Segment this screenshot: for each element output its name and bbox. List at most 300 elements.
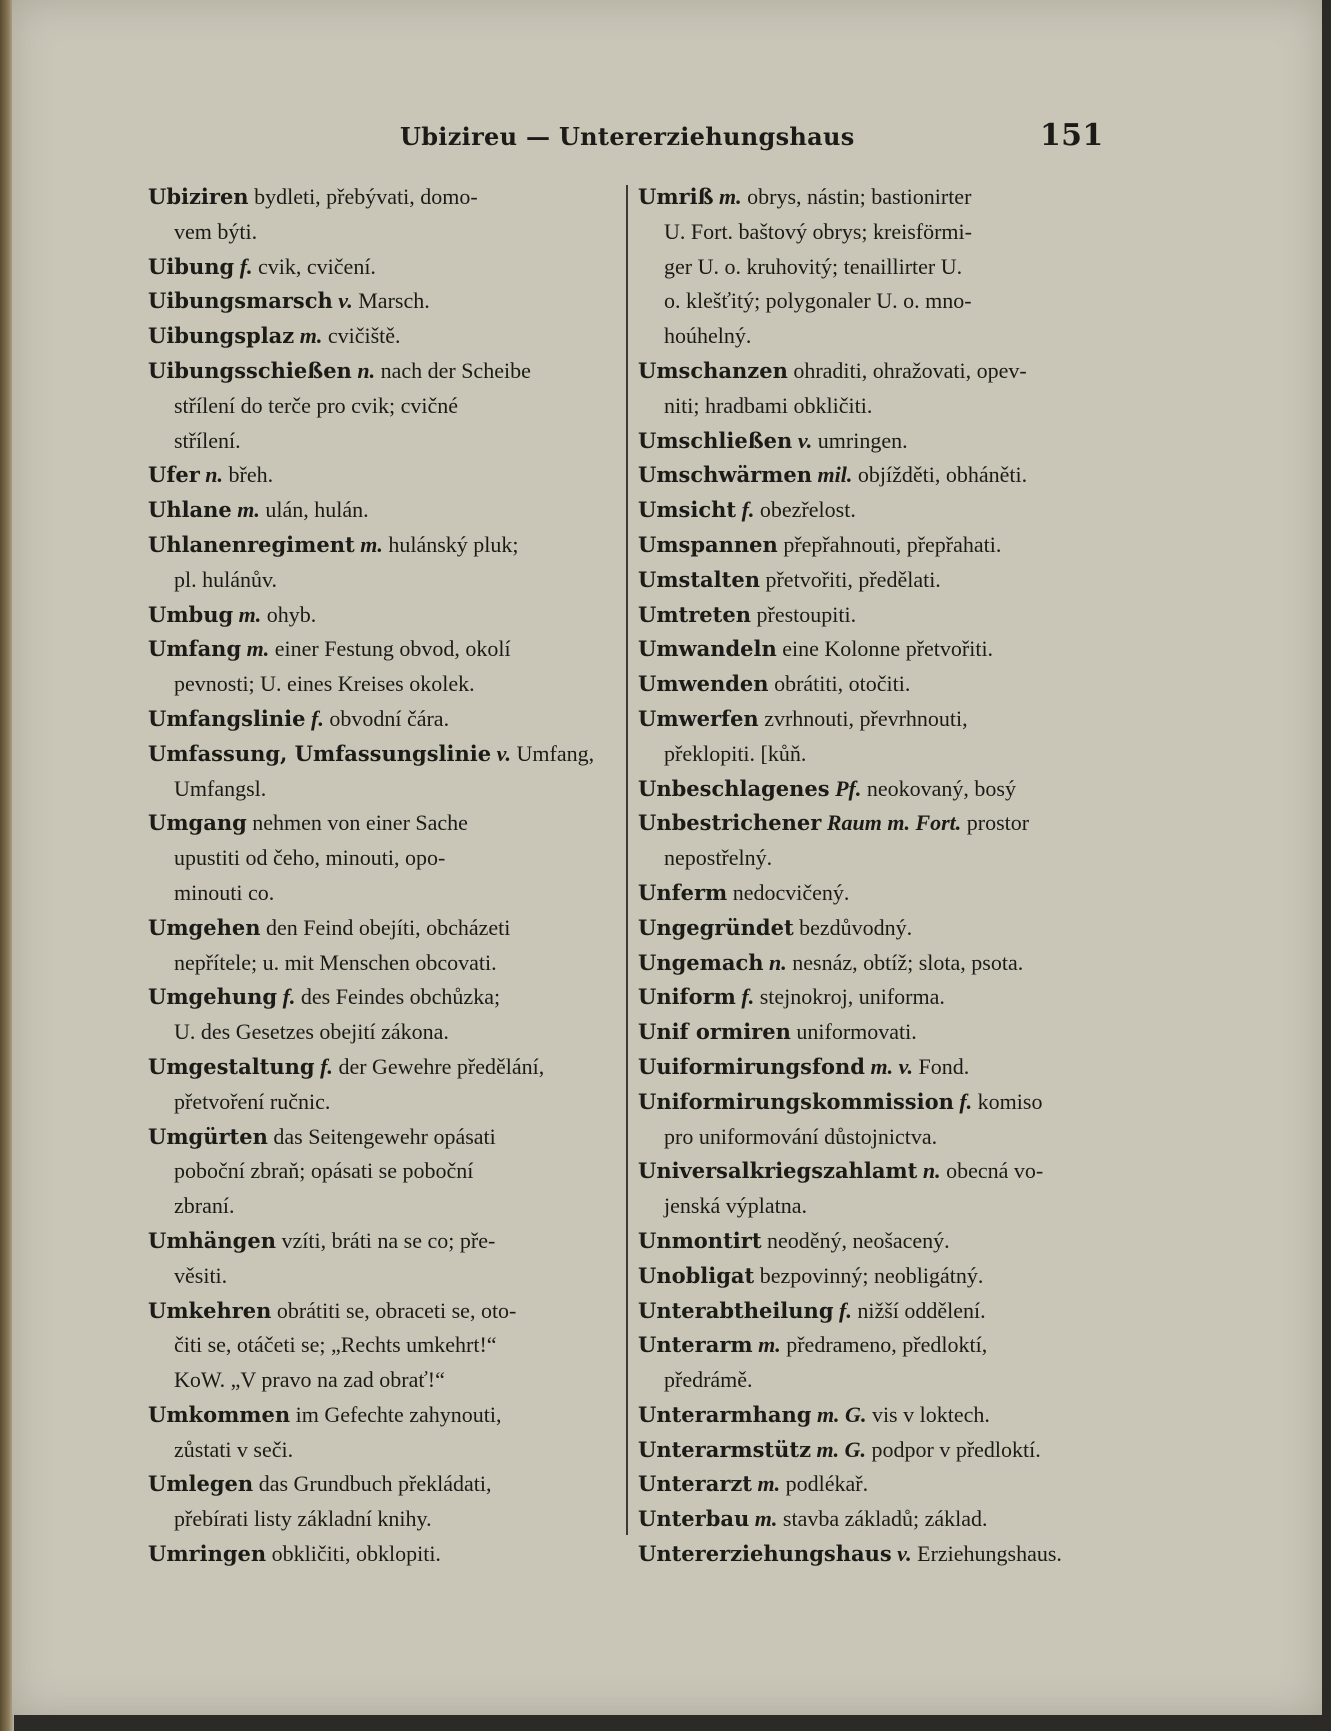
definition-text: das Seitengewehr opásati <box>273 1123 496 1149</box>
definition-text: nedocvičený. <box>732 879 850 905</box>
entry-first-line <box>638 667 1103 702</box>
grammar-tag: m. <box>754 1506 778 1532</box>
grammar-tag: f. <box>239 253 253 279</box>
definition-text: ger U. o. kruhovitý; tenaillirter U. <box>664 253 963 279</box>
grammar-tag: n. <box>357 357 376 383</box>
definition-text: přestoupiti. <box>756 601 857 627</box>
dictionary-entry <box>148 354 616 458</box>
entry-first-line <box>148 528 616 563</box>
definition-text: pevnosti; U. eines Kreises okolek. <box>174 671 475 697</box>
dictionary-entry <box>638 528 1103 563</box>
definition-text: přepřahnouti, přepřahati. <box>783 531 1002 557</box>
definition-text: vis v loktech. <box>871 1401 990 1427</box>
dictionary-entry <box>638 1467 1103 1502</box>
definition-text: věsiti. <box>174 1262 228 1288</box>
grammar-tag: v. <box>897 1541 912 1567</box>
entry-continuation-line <box>148 1433 616 1468</box>
entry-first-line <box>148 458 616 493</box>
dictionary-entry <box>638 1050 1103 1085</box>
entry-first-line <box>148 737 616 772</box>
entry-first-line <box>638 563 1103 598</box>
entry-continuation-line <box>638 1363 1103 1398</box>
dictionary-entry <box>638 876 1103 911</box>
entry-first-line <box>148 493 616 528</box>
entry-first-line <box>148 598 616 633</box>
entry-continuation-line <box>148 1259 616 1294</box>
headword: Umfassung, Umfassungslinie <box>148 740 492 766</box>
definition-text: niti; hradbami obkličiti. <box>664 392 873 418</box>
headword: Ubiziren <box>148 184 249 209</box>
definition-text: nehmen von einer Sache <box>252 810 468 836</box>
headword: Unterarzt <box>638 1471 753 1497</box>
definition-text: bezdůvodný. <box>799 914 913 940</box>
grammar-tag: v. <box>338 288 353 314</box>
dictionary-entry <box>638 1433 1103 1468</box>
definition-text: U. Fort. baštový obrys; kreisförmi- <box>664 218 972 244</box>
definition-text: Erziehungshaus. <box>917 1541 1062 1567</box>
grammar-tag: m. <box>238 601 262 627</box>
dictionary-entry <box>148 1467 616 1537</box>
entry-first-line <box>638 806 1103 841</box>
headword: Umringen <box>148 1541 267 1567</box>
definition-text: nižší oddělení. <box>857 1297 986 1323</box>
headword: Unobligat <box>638 1262 755 1288</box>
headword: Umschließen <box>638 427 793 453</box>
entry-first-line <box>148 1398 616 1433</box>
headword: Uniform <box>638 984 736 1010</box>
definition-text: obvodní čára. <box>329 705 450 731</box>
headword: Unbeschlagenes <box>638 775 830 801</box>
headword: Umgang <box>148 810 247 836</box>
grammar-tag: m. <box>719 184 742 209</box>
definition-text: cvičiště. <box>327 323 401 349</box>
definition-text: přebírati listy základní knihy. <box>174 1506 432 1532</box>
definition-text: překlopiti. [kůň. <box>664 740 807 766</box>
definition-text: předrámě. <box>664 1367 753 1393</box>
definition-text: obecná vo- <box>946 1158 1044 1184</box>
definition-text: Umfangsl. <box>174 775 267 801</box>
definition-text: ohraditi, ohražovati, opev- <box>793 357 1027 383</box>
entry-continuation-line <box>148 563 616 598</box>
dictionary-entry <box>638 493 1103 528</box>
headword: Umgehung <box>148 984 278 1010</box>
entry-first-line <box>148 632 616 667</box>
definition-text: Umfang, <box>516 740 595 766</box>
entry-first-line <box>638 1537 1103 1572</box>
grammar-tag: m. G. <box>816 1401 867 1427</box>
dictionary-entry <box>148 806 616 910</box>
entry-continuation-line <box>638 215 1103 250</box>
grammar-tag: m. <box>237 497 260 523</box>
dictionary-entry <box>148 911 616 981</box>
headword: Unmontirt <box>638 1227 762 1253</box>
definition-text: stejnokroj, uniforma. <box>759 984 945 1010</box>
dictionary-entry <box>638 1259 1103 1294</box>
definition-text: den Feind obejíti, obcházeti <box>265 914 511 940</box>
entry-continuation-line <box>638 1189 1103 1224</box>
definition-text: neokovaný, bosý <box>866 775 1016 801</box>
definition-text: obrys, nástin; bastionirter <box>747 184 972 209</box>
entry-first-line <box>148 1120 616 1155</box>
grammar-tag: f. <box>741 497 755 523</box>
entry-continuation-line <box>638 250 1103 285</box>
headword: Umwandeln <box>638 636 777 662</box>
definition-text: vzíti, bráti na se co; pře- <box>281 1227 496 1253</box>
grammar-tag: f. <box>741 984 755 1010</box>
definition-text: nach der Scheibe <box>380 357 531 383</box>
grammar-tag: Pf. <box>835 775 862 801</box>
headword: Uibungsschießen <box>148 357 352 383</box>
entry-first-line <box>638 458 1103 493</box>
entry-continuation-line <box>148 1154 616 1189</box>
definition-text: nesnáz, obtíž; slota, psota. <box>792 949 1024 975</box>
headword: Umkommen <box>148 1401 291 1427</box>
dictionary-entry <box>638 354 1103 424</box>
definition-text: einer Festung obvod, okolí <box>274 636 511 662</box>
headword: Umfang <box>148 636 242 662</box>
definition-text: im Gefechte zahynouti, <box>295 1401 502 1427</box>
definition-text: zbraní. <box>174 1193 235 1219</box>
entry-continuation-line <box>148 1085 616 1120</box>
entry-first-line <box>148 1537 616 1572</box>
entry-continuation-line <box>148 1328 616 1363</box>
dictionary-entry <box>148 1224 616 1294</box>
dictionary-entry <box>638 1294 1103 1329</box>
definition-text: vem býti. <box>174 218 258 244</box>
dictionary-entry <box>638 1537 1103 1572</box>
entry-first-line <box>638 493 1103 528</box>
grammar-tag: m. G. <box>816 1436 867 1462</box>
grammar-tag: f. <box>320 1053 333 1079</box>
headword: Uhlanenregiment <box>148 531 355 557</box>
definition-text: bezpovinný; neobligátný. <box>759 1262 984 1288</box>
grammar-tag: mil. <box>817 462 853 488</box>
entry-continuation-line <box>148 946 616 981</box>
definition-text: upustiti od čeho, minouti, opo- <box>174 845 446 871</box>
dictionary-entry <box>638 424 1103 459</box>
headword: Uhlane <box>148 497 232 523</box>
headword: Umschanzen <box>638 357 788 383</box>
definition-text: U. des Gesetzes obejití zákona. <box>174 1019 449 1045</box>
entry-first-line <box>638 1398 1103 1433</box>
headword: Umkehren <box>148 1297 272 1323</box>
grammar-tag: n. <box>922 1158 941 1184</box>
definition-text: umringen. <box>817 427 908 453</box>
entry-continuation-line <box>638 1120 1103 1155</box>
headword: Umtreten <box>638 601 751 627</box>
entry-continuation-line <box>148 1363 616 1398</box>
headword: Uniformirungskommission <box>638 1088 954 1114</box>
entry-first-line <box>148 1050 616 1085</box>
entry-continuation-line <box>148 841 616 876</box>
entry-first-line <box>638 772 1103 807</box>
running-title: Ubizireu — Untererziehungshaus <box>400 122 855 151</box>
definition-text: jenská výplatna. <box>664 1193 807 1219</box>
headword: Uibungsmarsch <box>148 288 333 314</box>
entry-first-line <box>638 354 1103 389</box>
dictionary-entry <box>148 1537 616 1572</box>
grammar-tag: v. <box>797 427 813 453</box>
headword: Ungemach <box>638 949 764 975</box>
dictionary-entry <box>148 632 616 702</box>
entry-first-line <box>638 598 1103 633</box>
headword: Umgürten <box>148 1123 268 1149</box>
dictionary-entry <box>638 458 1103 493</box>
entry-continuation-line <box>148 667 616 702</box>
definition-text: podlékař. <box>785 1471 869 1497</box>
entry-first-line <box>148 980 616 1015</box>
entry-continuation-line <box>148 1502 616 1537</box>
definition-text: zůstati v seči. <box>174 1436 294 1462</box>
dictionary-entry <box>148 1050 616 1120</box>
definition-text: obrátiti, otočiti. <box>774 671 911 697</box>
entry-first-line <box>148 911 616 946</box>
entry-first-line <box>638 1467 1103 1502</box>
dictionary-entry <box>638 1328 1103 1398</box>
entry-first-line <box>638 1154 1103 1189</box>
headword: Uuiformirungsfond <box>638 1053 865 1079</box>
definition-text: KoW. „V pravo na zad obrať!“ <box>174 1367 445 1393</box>
dictionary-entry <box>148 598 616 633</box>
headword: Umsicht <box>638 497 737 523</box>
definition-text: eine Kolonne přetvořiti. <box>782 636 994 662</box>
grammar-tag: m. <box>757 1471 781 1497</box>
grammar-tag: n. <box>205 462 224 488</box>
entry-first-line <box>148 1294 616 1329</box>
dictionary-entry <box>638 772 1103 807</box>
headword: Unterabtheilung <box>638 1297 834 1323</box>
entry-first-line <box>148 250 616 285</box>
entry-first-line <box>148 806 616 841</box>
headword: Umfangslinie <box>148 705 306 731</box>
dictionary-entry <box>148 1294 616 1398</box>
headword: Unferm <box>638 879 728 905</box>
definition-text: nepřítele; u. mit Menschen obcovati. <box>174 949 497 975</box>
definition-text: břeh. <box>228 462 274 488</box>
definition-text: obkličiti, obklopiti. <box>271 1541 441 1567</box>
headword: Umriß <box>638 184 714 209</box>
grammar-tag: m. <box>299 323 323 349</box>
headword: Unterarmstütz <box>638 1436 812 1462</box>
entry-continuation-line <box>638 841 1103 876</box>
dictionary-entry <box>638 1085 1103 1155</box>
headword: Umwerfen <box>638 705 759 731</box>
left-column <box>148 180 616 1572</box>
dictionary-entry <box>638 806 1103 876</box>
definition-text: Fond. <box>918 1053 970 1079</box>
definition-text: ohyb. <box>266 601 317 627</box>
dictionary-entry <box>638 180 1103 354</box>
definition-text: cvik, cvičení. <box>258 253 376 279</box>
entry-first-line <box>148 354 616 389</box>
dictionary-entry <box>638 702 1103 772</box>
dictionary-entry <box>148 319 616 354</box>
entry-continuation-line <box>638 319 1103 354</box>
entry-continuation-line <box>148 772 616 807</box>
entry-continuation-line <box>638 284 1103 319</box>
dictionary-entry <box>148 1398 616 1468</box>
dictionary-entry <box>148 737 616 807</box>
definition-text: přetvoření ručnic. <box>174 1088 331 1114</box>
entry-first-line <box>148 319 616 354</box>
entry-first-line <box>638 980 1103 1015</box>
dictionary-entry <box>638 598 1103 633</box>
headword: Ufer <box>148 462 200 488</box>
entry-first-line <box>148 284 616 319</box>
headword: Umwenden <box>638 671 769 697</box>
headword: Unterarm <box>638 1332 753 1358</box>
definition-text: komiso <box>977 1088 1043 1114</box>
headword: Umgestaltung <box>148 1053 315 1079</box>
entry-continuation-line <box>148 1189 616 1224</box>
entry-first-line <box>148 702 616 737</box>
dictionary-entry <box>148 528 616 598</box>
entry-first-line <box>638 1085 1103 1120</box>
dictionary-entry <box>638 980 1103 1015</box>
dictionary-entry <box>148 250 616 285</box>
entry-first-line <box>638 180 1103 215</box>
dictionary-entry <box>148 180 616 250</box>
column-divider <box>626 185 628 1535</box>
headword: Unterbau <box>638 1506 750 1532</box>
entry-continuation-line <box>148 424 616 459</box>
entry-first-line <box>638 1050 1103 1085</box>
entry-continuation-line <box>148 1015 616 1050</box>
dictionary-entry <box>148 493 616 528</box>
dictionary-entry <box>638 667 1103 702</box>
dictionary-entry <box>638 1015 1103 1050</box>
dictionary-entry <box>638 563 1103 598</box>
dictionary-entry <box>638 1398 1103 1433</box>
definition-text: Marsch. <box>358 288 430 314</box>
definition-text: střílení do terče pro cvik; cvičné <box>174 392 459 418</box>
grammar-tag: f. <box>839 1297 852 1323</box>
definition-text: o. klešťitý; polygonaler U. o. mno- <box>664 288 972 314</box>
headword: Uibung <box>148 253 235 279</box>
dictionary-entry <box>638 1502 1103 1537</box>
entry-first-line <box>638 876 1103 911</box>
headword: Unbestrichener <box>638 810 822 836</box>
entry-first-line <box>638 528 1103 563</box>
headword: Unif ormiren <box>638 1019 791 1045</box>
entry-continuation-line <box>638 389 1103 424</box>
entry-continuation-line <box>148 389 616 424</box>
grammar-tag: f. <box>959 1088 973 1114</box>
definition-text: stavba základů; základ. <box>782 1506 988 1532</box>
entry-first-line <box>638 1224 1103 1259</box>
grammar-tag: m. <box>758 1332 781 1358</box>
entry-first-line <box>638 1328 1103 1363</box>
definition-text: neoděný, neošacený. <box>767 1227 950 1253</box>
dictionary-entry <box>638 911 1103 946</box>
dictionary-entry <box>148 1120 616 1224</box>
definition-text: pl. hulánův. <box>174 566 278 592</box>
page-number: 151 <box>1040 118 1104 153</box>
definition-text: obrátiti se, obraceti se, oto- <box>276 1297 517 1323</box>
grammar-tag: m. <box>246 636 270 662</box>
entry-first-line <box>638 424 1103 459</box>
entry-first-line <box>638 911 1103 946</box>
definition-text: hulánský pluk; <box>388 531 519 557</box>
grammar-tag: m. v. <box>870 1053 914 1079</box>
definition-text: der Gewehre předělání, <box>338 1053 545 1079</box>
entry-continuation-line <box>638 737 1103 772</box>
definition-text: bydleti, přebývati, domo- <box>254 184 478 209</box>
definition-text: čiti se, otáčeti se; „Rechts umkehrt!“ <box>174 1332 497 1358</box>
definition-text: das Grundbuch překládati, <box>258 1471 492 1497</box>
definition-text: obezřelost. <box>759 497 856 523</box>
dictionary-entry <box>148 458 616 493</box>
definition-text: pro uniformování důstojnictva. <box>664 1123 938 1149</box>
grammar-tag: v. <box>496 740 512 766</box>
headword: Ungegründet <box>638 914 794 940</box>
entry-first-line <box>638 1294 1103 1329</box>
dictionary-entry <box>638 946 1103 981</box>
dictionary-entry <box>638 1224 1103 1259</box>
definition-text: předrameno, předloktí, <box>786 1332 988 1358</box>
headword: Umbug <box>148 601 234 627</box>
definition-text: poboční zbraň; opásati se poboční <box>174 1158 474 1184</box>
definition-text: ulán, hulán. <box>265 497 369 523</box>
headword: Umhängen <box>148 1227 276 1253</box>
headword: Uibungsplaz <box>148 323 295 349</box>
dictionary-entry <box>148 980 616 1050</box>
entry-first-line <box>638 1433 1103 1468</box>
grammar-tag: m. <box>360 531 383 557</box>
headword: Umstalten <box>638 566 760 592</box>
headword: Universalkriegszahlamt <box>638 1158 918 1184</box>
dictionary-entry <box>638 632 1103 667</box>
entry-first-line <box>638 1015 1103 1050</box>
entry-continuation-line <box>148 876 616 911</box>
right-column <box>638 180 1103 1572</box>
definition-text: prostor <box>966 810 1030 836</box>
headword: Umschwärmen <box>638 462 813 488</box>
headword: Untererziehungshaus <box>638 1541 892 1567</box>
entry-first-line <box>148 180 616 215</box>
dictionary-entry <box>148 284 616 319</box>
entry-first-line <box>638 702 1103 737</box>
entry-first-line <box>638 946 1103 981</box>
headword: Umlegen <box>148 1471 254 1497</box>
grammar-tag: f. <box>282 984 296 1010</box>
grammar-tag: f. <box>311 705 324 731</box>
entry-first-line <box>148 1467 616 1502</box>
definition-text: přetvořiti, předělati. <box>765 566 941 592</box>
dictionary-entry <box>148 702 616 737</box>
entry-first-line <box>638 1502 1103 1537</box>
entry-first-line <box>148 1224 616 1259</box>
headword: Unterarmhang <box>638 1401 812 1427</box>
definition-text: uniformovati. <box>796 1019 917 1045</box>
headword: Umgehen <box>148 914 261 940</box>
definition-text: zvrhnouti, převrhnouti, <box>764 705 968 731</box>
grammar-tag: n. <box>769 949 787 975</box>
definition-text: střílení. <box>174 427 241 453</box>
dictionary-entry <box>638 1154 1103 1224</box>
definition-text: nepostřelný. <box>664 845 773 871</box>
entry-continuation-line <box>148 215 616 250</box>
definition-text: podpor v předloktí. <box>871 1436 1041 1462</box>
definition-text: objížděti, obháněti. <box>857 462 1028 488</box>
definition-text: minouti co. <box>174 879 275 905</box>
grammar-tag: Raum m. Fort. <box>826 810 962 836</box>
entry-first-line <box>638 632 1103 667</box>
entry-first-line <box>638 1259 1103 1294</box>
headword: Umspannen <box>638 531 778 557</box>
definition-text: hoúhelný. <box>664 323 752 349</box>
definition-text: des Feindes obchůzka; <box>300 984 501 1010</box>
